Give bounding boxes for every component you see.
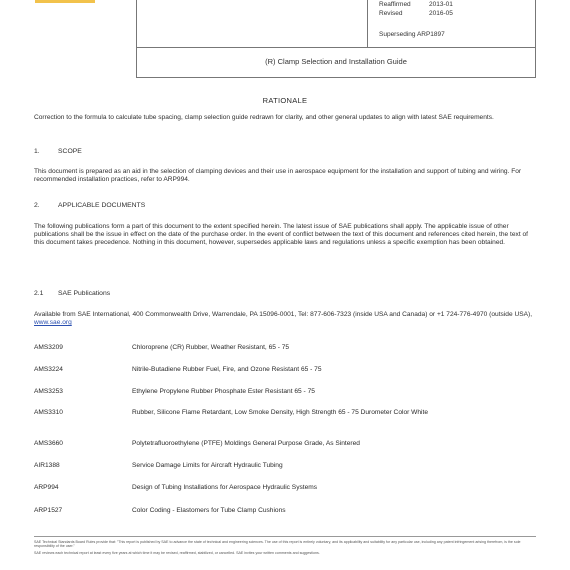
- reference-code: ARP994: [34, 484, 59, 491]
- reference-description: Service Damage Limits for Aircraft Hydraulic Tubing: [132, 462, 283, 469]
- reference-description: Rubber, Silicone Flame Retardant, Low Smoke Density, High Strength 65 - 75 Durometer Color White: [132, 409, 428, 416]
- rationale-text: Correction to the formula to calculate tube spacing, clamp selection guide redrawn for clarity, and other general updates to align with latest SAE requirements.: [34, 114, 494, 121]
- reference-code: AMS3660: [34, 440, 63, 447]
- reference-code: AMS3310: [34, 409, 63, 416]
- reference-description: Chloroprene (CR) Rubber, Weather Resistant, 65 - 75: [132, 344, 290, 351]
- reference-description: Ethylene Propylene Rubber Phosphate Ester Resistant 65 - 75: [132, 388, 315, 395]
- scope-heading: 1. SCOPE: [34, 148, 82, 155]
- applicable-documents-heading: 2. APPLICABLE DOCUMENTS: [34, 202, 146, 209]
- reference-code: AMS3253: [34, 388, 63, 395]
- superseding-note: Superseding ARP1897: [379, 31, 445, 38]
- brand-accent-bar: [35, 0, 95, 3]
- document-title: (R) Clamp Selection and Installation Guide: [265, 57, 407, 66]
- reference-description: Color Coding - Elastomers for Tube Clamp Cushions: [132, 507, 286, 514]
- sae-website-link[interactable]: www.sae.org: [34, 319, 72, 327]
- reference-description: Design of Tubing Installations for Aerospace Hydraulic Systems: [132, 484, 318, 491]
- reference-description: Polytetrafluoroethylene (PTFE) Moldings General Purpose Grade, As Sintered: [132, 440, 360, 447]
- sae-publications-text: Available from SAE International, 400 Commonwealth Drive, Warrendale, PA 15096-0001, Tel: 877-606-7323 (inside USA and Canada) or +1 724-776-4970 (outside USA), www.sae.org: [34, 311, 533, 327]
- applicable-documents-text: The following publications form a part of this document to the extent specified herein. The latest issue of SAE publications shall apply. The applicable issue of other publications shall be the issue in effect on the date of the purchase order. In the event of conflict between the text of this document and references cited herein, the text of this document takes precedence. Nothing in this document, however, supersedes applicable laws and regulations unless a specific exemption has been obtained.: [34, 223, 528, 247]
- sae-publications-heading: 2.1 SAE Publications: [34, 290, 111, 297]
- reference-code: AMS3224: [34, 366, 63, 373]
- reference-description: Nitrile-Butadiene Rubber Fuel, Fire, and Ozone Resistant 65 - 75: [132, 366, 322, 373]
- footer-notice-2: SAE reviews each technical report at least every five years at which time it may be revised, reaffirmed, stabilized, or cancelled. SAE invites your written comments and suggestions.: [34, 551, 320, 555]
- rationale-heading: RATIONALE: [262, 96, 308, 105]
- scope-text: This document is prepared as an aid in the selection of clamping devices and their use in aerospace equipment for the installation and support of tubing and wiring. For recommended installation practices, refer to ARP994.: [34, 168, 522, 184]
- reaffirmed-row: Reaffirmed 2013-01: [379, 1, 453, 8]
- reference-code: AIR1388: [34, 462, 60, 469]
- reference-code: ARP1527: [34, 507, 63, 514]
- document-header-box: [136, 0, 536, 78]
- reference-code: AMS3209: [34, 344, 63, 351]
- footer-divider: [34, 536, 536, 537]
- revised-row: Revised 2016-05: [379, 10, 453, 17]
- footer-notice-1: SAE Technical Standards Board Rules provide that: "This report is published by SAE to advance the state of technical and engineering sciences. The use of this report is entirely voluntary, and its applicability and suitability for any particular use, including any patent infringement arising therefrom, is the sole responsibility of the user.": [34, 540, 521, 549]
